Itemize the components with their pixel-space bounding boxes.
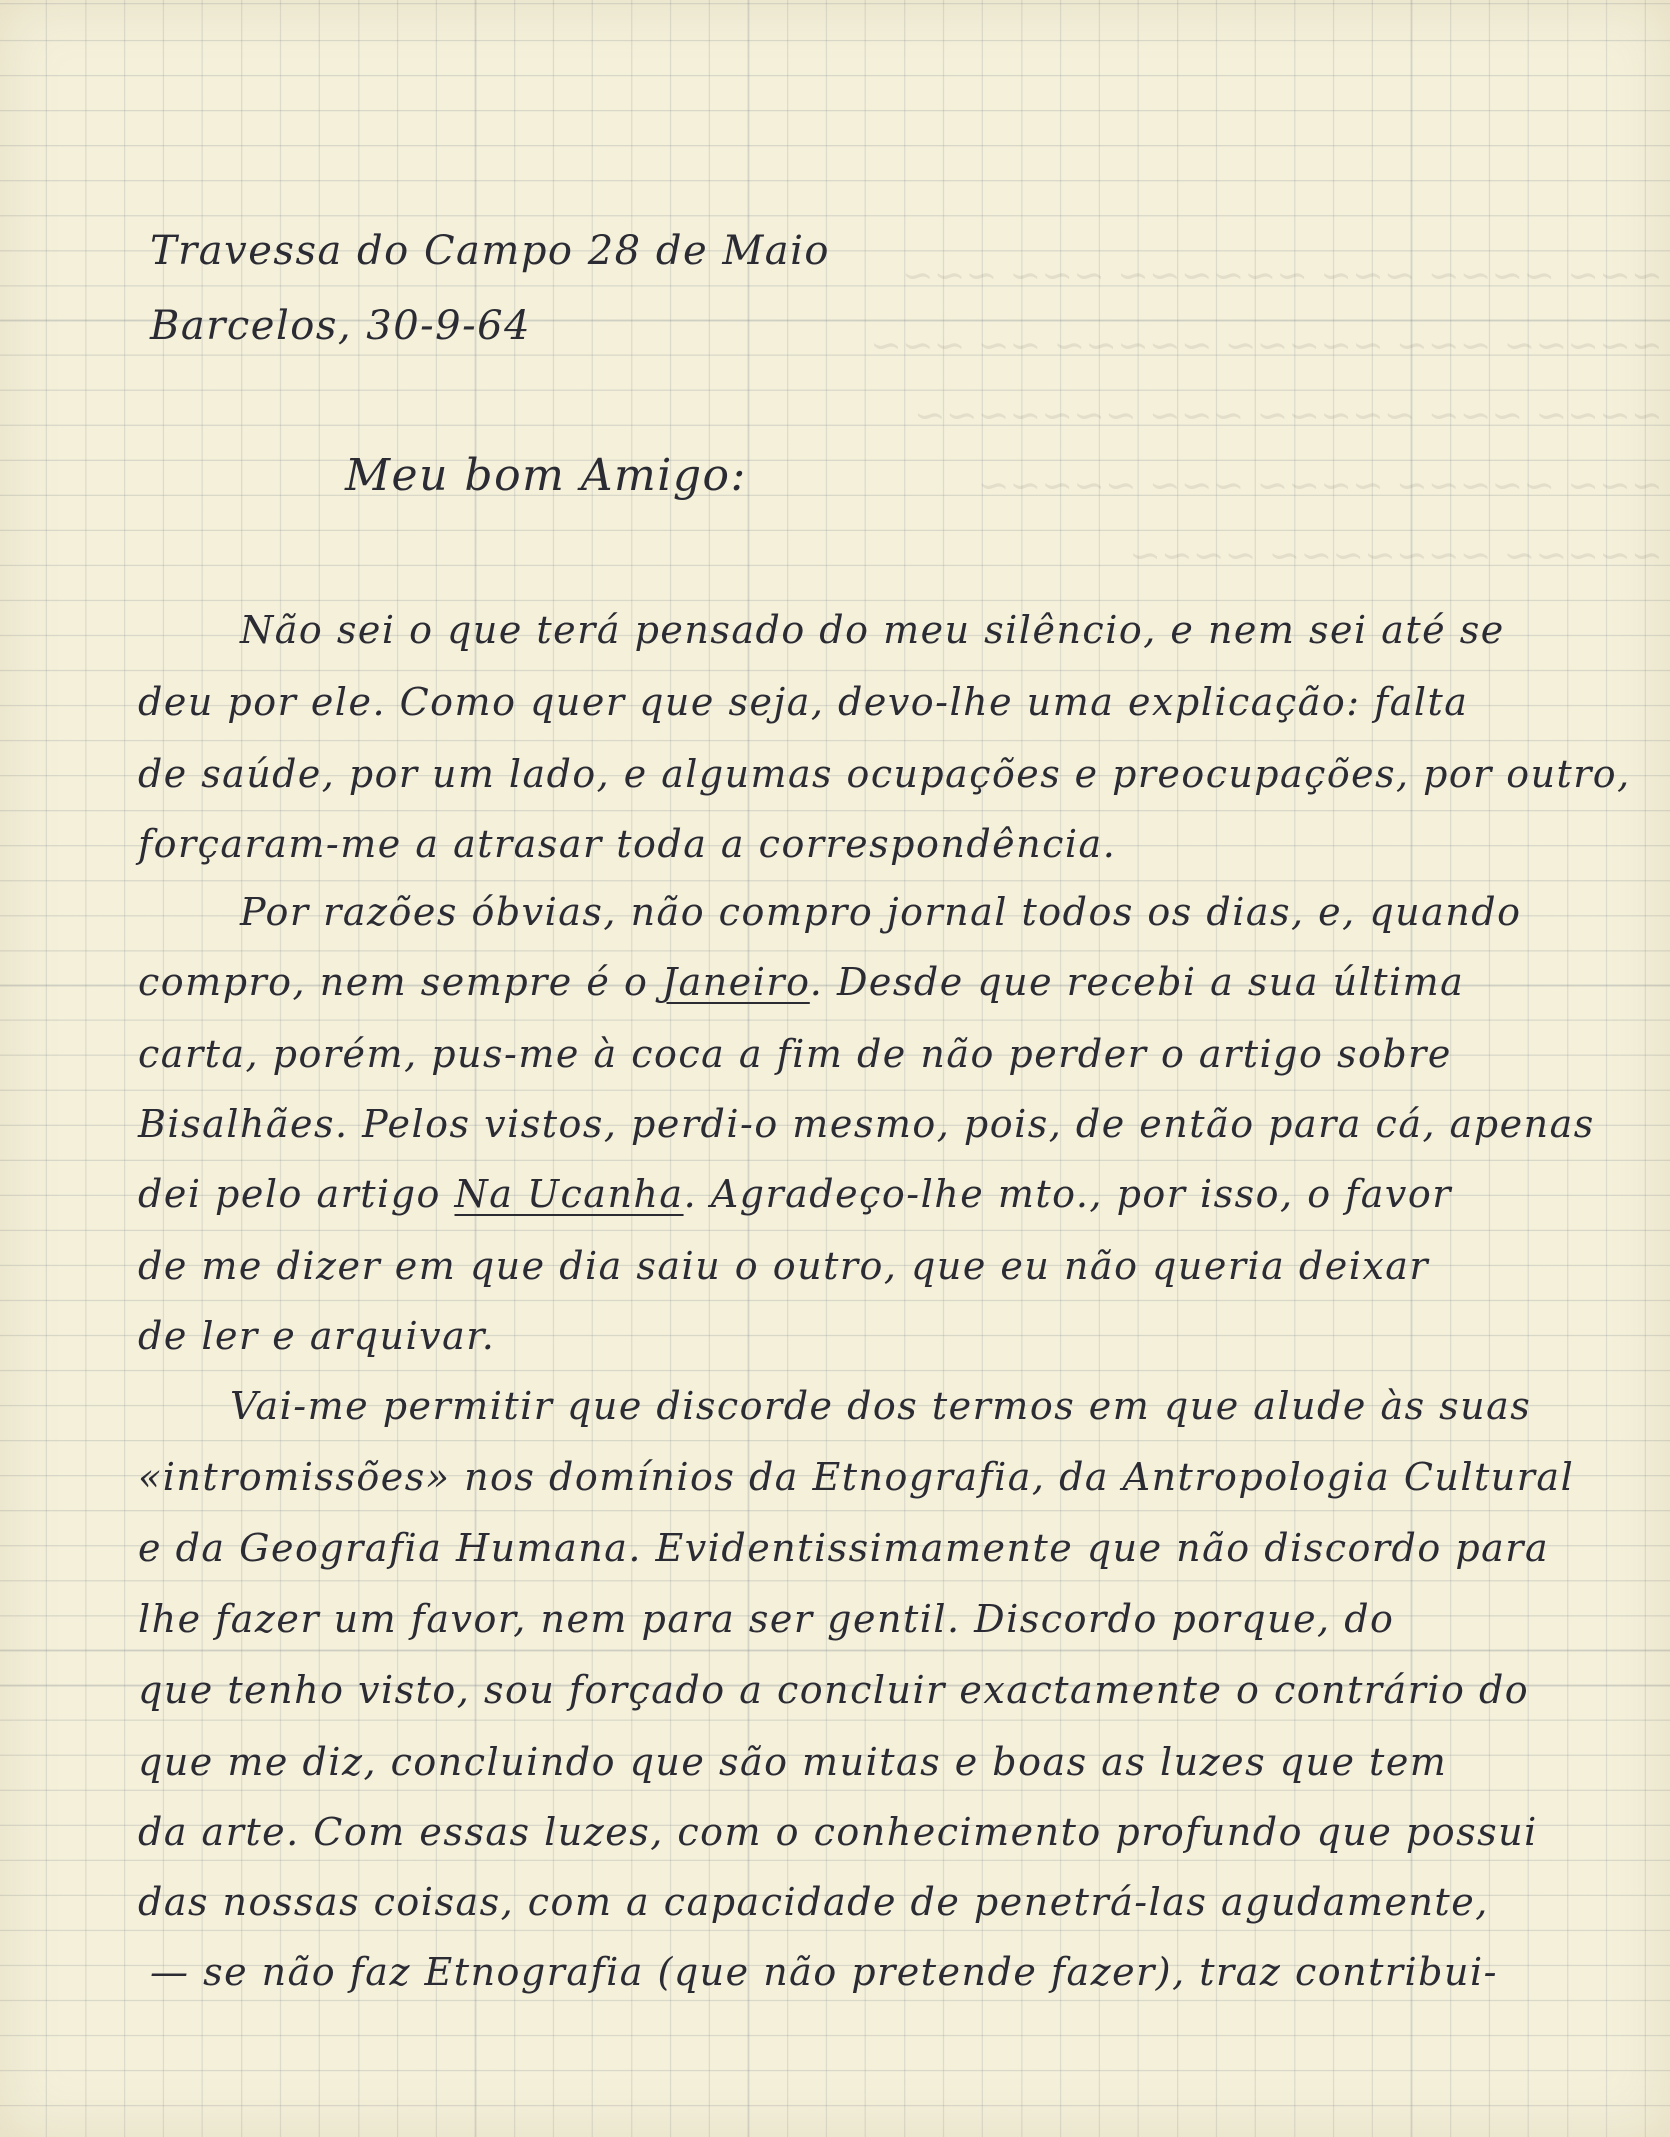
text-line: de ler e arquivar.	[138, 1314, 496, 1358]
text-line: das nossas coisas, com a capacidade de penetrá-las agudamente,	[138, 1880, 1489, 1924]
text-line: e da Geografia Humana. Evidentissimamente que não discordo para	[138, 1526, 1550, 1570]
text-line: Vai-me permitir que discorde dos termos em que alude às suas	[230, 1384, 1532, 1428]
underlined-newspaper-title: Janeiro	[661, 960, 810, 1004]
text-line: Bisalhães. Pelos vistos, perdi-o mesmo, pois, de então para cá, apenas	[138, 1102, 1595, 1146]
text-line: de me dizer em que dia saiu o outro, que eu não queria deixar	[138, 1244, 1430, 1288]
underlined-article-title: Na Ucanha	[454, 1172, 684, 1216]
text-line: — se não faz Etnografia (que não pretende fazer), traz contribui-	[150, 1950, 1498, 1994]
text-line: Não sei o que terá pensado do meu silêncio, e nem sei até se	[240, 608, 1505, 652]
text-line	[138, 1172, 1452, 1216]
bleed-through-texture: ~~~ ~~~~ ~~~ ~~~~~~ ~~~ ~~~ ~~~~~ ~~~ ~~~~~ ~~~~~ ~~ ~~~ ~~~~ ~~~ ~~~~~ ~~~ ~~~~~~~ ~~~ ~~~~~ ~~~~ ~~~ ~~~~~ ~~~~~ ~~~~~~~ ~~~~	[870, 253, 1663, 577]
salutation: Meu bom Amigo:	[345, 450, 747, 501]
text-segment: compro, nem sempre é o	[138, 960, 662, 1004]
text-line: «intromissões» nos domínios da Etnografia, da Antropologia Cultural	[138, 1455, 1575, 1499]
text-line: de saúde, por um lado, e algumas ocupações e preocupações, por outro,	[138, 752, 1631, 796]
text-line: Por razões óbvias, não compro jornal todos os dias, e, quando	[240, 890, 1522, 934]
text-line: forçaram-me a atrasar toda a correspondência.	[138, 822, 1117, 866]
text-line: carta, porém, pus-me à coca a fim de não perder o artigo sobre	[138, 1032, 1452, 1076]
sender-address: Travessa do Campo 28 de Maio	[150, 228, 831, 274]
place-and-date: Barcelos, 30-9-64	[150, 303, 532, 349]
text-segment: . Agradeço-lhe mto., por isso, o favor	[683, 1172, 1452, 1216]
text-segment: dei pelo artigo	[138, 1172, 455, 1216]
text-line	[138, 960, 1464, 1004]
text-line: que tenho visto, sou forçado a concluir exactamente o contrário do	[138, 1668, 1530, 1712]
text-line: que me diz, concluindo que são muitas e boas as luzes que tem	[138, 1740, 1448, 1784]
text-line: deu por ele. Como quer que seja, devo-lhe uma explicação: falta	[138, 680, 1469, 724]
text-line: da arte. Com essas luzes, com o conhecimento profundo que possui	[138, 1810, 1538, 1854]
text-segment: . Desde que recebi a sua última	[809, 960, 1465, 1004]
text-line: lhe fazer um favor, nem para ser gentil. Discordo porque, do	[138, 1597, 1395, 1641]
